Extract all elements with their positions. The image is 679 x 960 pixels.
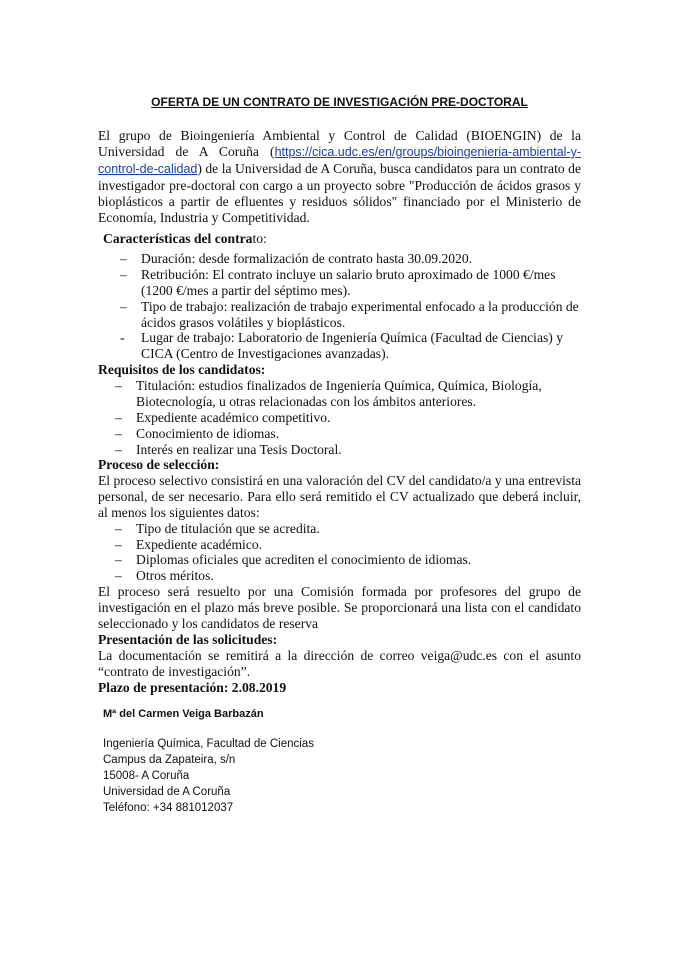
list-item	[98, 537, 581, 553]
list-item-text: Titulación: estudios finalizados de Ingeniería Química, Química, Biología, Biotecnología, u otras relacionadas con los ámbitos anteriores.	[136, 377, 542, 409]
list-item	[98, 521, 581, 537]
list-item-text: Expediente académico competitivo.	[136, 409, 331, 425]
list-item	[98, 568, 581, 584]
dash-bullet: –	[115, 441, 122, 457]
dash-bullet: –	[115, 409, 122, 425]
selection-heading: Proceso de selección:	[98, 457, 220, 472]
list-item	[103, 299, 581, 331]
characteristics-list	[103, 251, 581, 362]
characteristics-heading-bold: Características del contra	[103, 231, 253, 246]
dash-bullet: –	[115, 520, 122, 536]
address-line: Campus da Zapateira, s/n	[103, 754, 236, 766]
list-item	[103, 330, 581, 362]
list-item	[98, 378, 581, 410]
dash-bullet: –	[120, 298, 127, 314]
list-item-text: Interés en realizar una Tesis Doctoral.	[136, 441, 342, 457]
intro-text-part1: El grupo de Bioingeniería Ambiental y Control de Calidad (BIOENGIN) de la Universidad de A Coruña (	[98, 128, 581, 159]
list-item	[98, 410, 581, 426]
signature-name: Mª del Carmen Veiga Barbazán	[103, 708, 264, 720]
list-item	[103, 267, 581, 299]
characteristics-heading-rest: to:	[252, 231, 267, 246]
requirements-list	[98, 378, 581, 458]
group-website-link[interactable]: https://cica.udc.es/en/groups/bioingenieria-ambiental-y-control-de-calidad	[98, 144, 581, 176]
submission-heading: Presentación de las solicitudes:	[98, 632, 278, 647]
dash-bullet: –	[115, 552, 122, 568]
list-item-text: Conocimiento de idiomas.	[136, 425, 280, 441]
dash-bullet: –	[115, 377, 122, 393]
signature-address	[103, 736, 314, 816]
selection-section	[98, 457, 581, 632]
list-item-text: Duración: desde formalización de contrato hasta 30.09.2020.	[141, 250, 473, 266]
dash-bullet: –	[120, 250, 127, 266]
dash-bullet: –	[115, 425, 122, 441]
list-item-text: Tipo de titulación que se acredita.	[136, 520, 320, 536]
list-item	[103, 251, 581, 267]
phone-line: Teléfono: +34 881012037	[103, 802, 234, 814]
address-line: Ingeniería Química, Facultad de Ciencias	[103, 738, 314, 750]
characteristics-section	[103, 231, 581, 362]
list-item	[98, 552, 581, 568]
list-item	[98, 442, 581, 458]
list-item-text: Expediente académico.	[136, 536, 263, 552]
page-title: OFERTA DE UN CONTRATO DE INVESTIGACIÓN PRE-DOCTORAL	[151, 95, 528, 109]
list-item-text: Diplomas oficiales que acrediten el conocimiento de idiomas.	[136, 552, 472, 568]
submission-text: La documentación se remitirá a la dirección de correo veiga@udc.es con el asunto “contrato de investigación”.	[98, 647, 581, 679]
requirements-heading: Requisitos de los candidatos:	[98, 362, 266, 377]
dash-bullet: –	[120, 266, 127, 282]
list-item	[98, 426, 581, 442]
requirements-section	[98, 362, 581, 457]
intro-paragraph	[98, 128, 581, 225]
selection-outro: El proceso será resuelto por una Comisión formada por profesores del grupo de investigación en el plazo más breve posible. Se proporcionará una lista con el candidato seleccionado y los candidatos de reserva	[98, 584, 581, 632]
intro-text-part2: ) de la Universidad de A Coruña, busca candidatos para un contrato de investigador pre-doctoral con cargo a un proyecto sobre "Producción de ácidos grasos y bioplásticos a partir de efluentes y residuos sólidos" financiado por el Ministerio de Economía, Industria y Competitividad.	[98, 160, 581, 225]
dash-bullet: –	[115, 568, 122, 584]
dash-bullet: –	[115, 536, 122, 552]
list-item-text: Tipo de trabajo: realización de trabajo experimental enfocado a la producción de ácidos grasos volátiles y bioplásticos.	[141, 298, 579, 330]
selection-list	[98, 521, 581, 585]
list-item-text: Lugar de trabajo: Laboratorio de Ingeniería Química (Facultad de Ciencias) y CICA (Centro de Investigaciones avanzadas).	[141, 330, 563, 362]
address-line: Universidad de A Coruña	[103, 786, 231, 798]
deadline: Plazo de presentación: 2.08.2019	[98, 679, 287, 695]
dash-bullet: -	[120, 330, 125, 346]
address-line: 15008- A Coruña	[103, 770, 190, 782]
characteristics-heading	[103, 231, 581, 247]
list-item-text: Retribución: El contrato incluye un salario bruto aproximado de 1000 €/mes (1200 €/mes a partir del séptimo mes).	[141, 266, 556, 298]
list-item-text: Otros méritos.	[136, 568, 214, 584]
submission-section	[98, 632, 581, 696]
selection-intro: El proceso selectivo consistirá en una valoración del CV del candidato/a y una entrevista personal, de ser necesario. Para ello será remitido el CV actualizado que deberá incluir, al menos los siguientes datos:	[98, 472, 581, 520]
